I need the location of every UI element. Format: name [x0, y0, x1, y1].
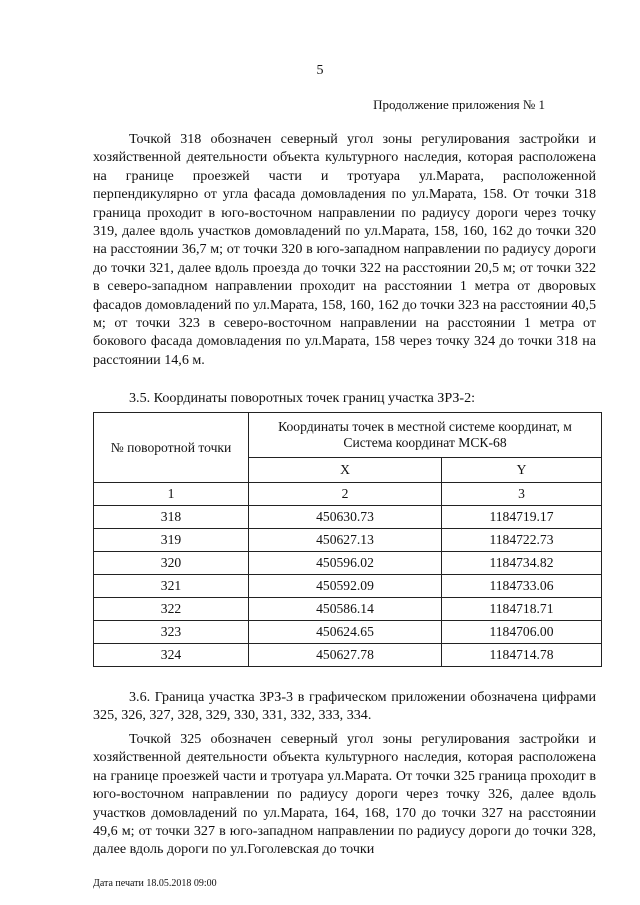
header-point-number: № поворотной точки [94, 413, 249, 483]
cell-x: 450592.09 [249, 575, 442, 598]
cell-point: 321 [94, 575, 249, 598]
print-date: Дата печати 18.05.2018 09:00 [93, 878, 217, 889]
table-row [94, 621, 602, 644]
cell-y: 1184706.00 [442, 621, 602, 644]
cell-point: 323 [94, 621, 249, 644]
cell-y: 1184734.82 [442, 552, 602, 575]
column-index: 1 [94, 483, 249, 506]
column-index: 3 [442, 483, 602, 506]
cell-x: 450586.14 [249, 598, 442, 621]
cell-x: 450630.73 [249, 506, 442, 529]
cell-point: 318 [94, 506, 249, 529]
cell-point: 322 [94, 598, 249, 621]
cell-y: 1184714.78 [442, 644, 602, 667]
coordinates-table [93, 412, 602, 667]
paragraph-zrz2-description: Точкой 318 обозначен северный угол зоны регулирования застройки и хозяйственной деятельности объекта культурного наследия, которая расположена на границе проезжей части и тротуара ул.Марата, расположенной перпендикулярно от угла фасада домовладения по ул.Марата, 158. От точки 318 граница проходит в юго-восточном направлении по радиусу дороги через точку 319, далее вдоль участков домовладений по ул.Марата, 158, 160, 162 до точки 320 на расстоянии 36,7 м; от точки 320 в юго-западном направлении по радиусу дороги до точки 321, далее вдоль проезда до точки 322 на расстоянии 20,5 м; от точки 322 в северо-западном направлении проходит на расстоянии 1 метра от дворовых фасадов домовладений по ул.Марата, 158, 160, 162 до точки 323 на расстоянии 40,5 м; от точки 323 в северо-восточном направлении на расстоянии 1 метра от бокового фасада домовладения по ул.Марата, 158 через точку 324 до точки 318 на расстоянии 14,6 м. [93, 131, 596, 368]
table-row [94, 552, 602, 575]
cell-x: 450627.13 [249, 529, 442, 552]
cell-x: 450627.78 [249, 644, 442, 667]
section-heading-3-5: 3.5. Координаты поворотных точек границ участка ЗРЗ-2: [129, 390, 476, 406]
header-y: Y [442, 458, 602, 483]
table-row [94, 529, 602, 552]
table-row [94, 644, 602, 667]
paragraph-zrz3-boundary: 3.6. Граница участка ЗРЗ-3 в графическом приложении обозначена цифрами 325, 326, 327, 328, 329, 330, 331, 332, 333, 334. [93, 689, 596, 724]
table-row [94, 598, 602, 621]
paragraph-zrz3-description: Точкой 325 обозначен северный угол зоны регулирования застройки и хозяйственной деятельности объекта культурного наследия, которая расположена на границе проезжей части и тротуара ул.Марата. От точки 325 граница проходит в юго-восточном направлении по радиусу дороги через точку 326, далее вдоль участков домовладений по ул.Марата, 164, 168, 170 до точки 327 на расстоянии 49,6 м; от точки 327 в юго-западном направлении по радиусу дороги до точки 328, далее вдоль дороги по ул.Гоголевская до точки [93, 731, 596, 858]
column-index: 2 [249, 483, 442, 506]
appendix-note: Продолжение приложения № 1 [373, 97, 545, 112]
cell-y: 1184719.17 [442, 506, 602, 529]
cell-y: 1184718.71 [442, 598, 602, 621]
page-number: 5 [316, 63, 324, 78]
table-row [94, 575, 602, 598]
cell-point: 324 [94, 644, 249, 667]
header-x: X [249, 458, 442, 483]
cell-point: 320 [94, 552, 249, 575]
cell-point: 319 [94, 529, 249, 552]
header-coordinates: Координаты точек в местной системе координат, м Система координат МСК-68 [249, 413, 602, 458]
cell-y: 1184722.73 [442, 529, 602, 552]
table-row [94, 506, 602, 529]
cell-y: 1184733.06 [442, 575, 602, 598]
cell-x: 450596.02 [249, 552, 442, 575]
cell-x: 450624.65 [249, 621, 442, 644]
